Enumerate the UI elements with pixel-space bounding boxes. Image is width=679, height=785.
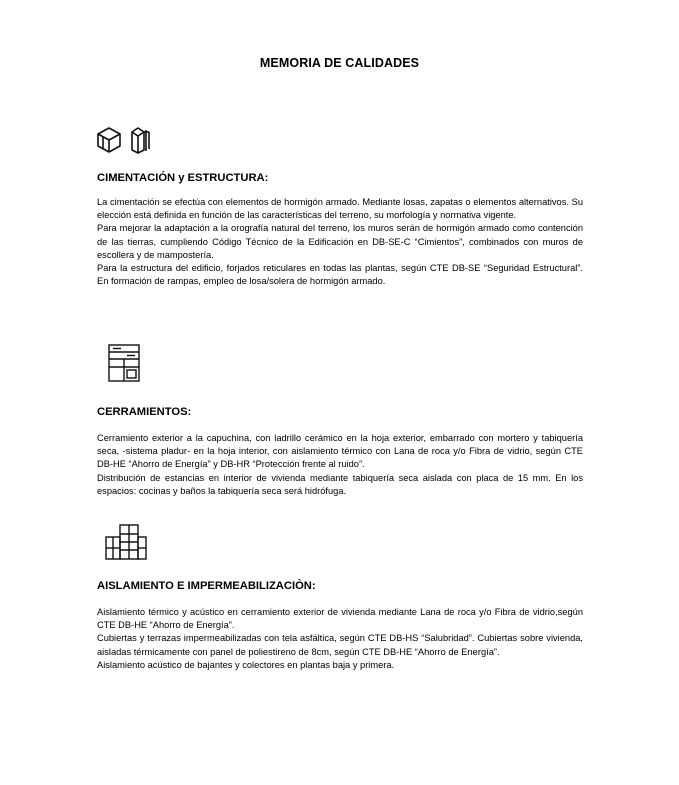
paragraph: Para mejorar la adaptación a la orografía natural del terreno, los muros serán de hormigón armado como contención de las tierras, cumpliendo Código Técnico de la Edificación en DB-SE-C “Cimientos”, combinados con muros de escollera y de mampostería. — [97, 223, 583, 260]
paragraph: Distribución de estancias en interior de vivienda mediante tabiquería seca aislada con placa de 15 mm. En los espacios: cocinas y baños la tabiquería seca será hidrófuga. — [97, 472, 583, 496]
paragraph: Cubiertas y terrazas impermeabilizadas con tela asfáltica, según CTE DB-HS “Salubridad”. Cubiertas sobre vivienda, aisladas térmicamente con panel de poliestireno de 8cm, según CTE DB-HE “Ahorro de Energía”. — [97, 633, 583, 657]
paragraph: La cimentación se efectúa con elementos de hormigón armado. Mediante losas, zapatas o elementos alternativos. Su elección está definida en función de las características del terreno, su morfología y normativa vigente. — [97, 197, 583, 221]
paragraph: Cerramiento exterior a la capuchina, con ladrillo cerámico en la hoja exterior, embarrado con mortero y tabiquería seca, -sistema pladur- en la hoja interior, con aislamiento térmico con Lana de roca y/o Fibra de vidrio, según CTE DB-HE “Ahorro de Energía” y DB-HR “Protección frente al ruido”. — [97, 433, 583, 470]
insulation-blocks-icon — [104, 523, 148, 561]
section-body-cimentacion — [97, 196, 583, 288]
section-body-aislamiento — [97, 606, 583, 672]
wall-section-icon — [107, 343, 141, 383]
foundation-structure-icon — [96, 124, 158, 154]
section-heading-aislamiento: AISLAMIENTO E IMPERMEABILIZACIÒN: — [97, 580, 316, 592]
paragraph: Para la estructura del edificio, forjados reticulares en todas las plantas, según CTE DB-SE “Seguridad Estructural”. En formación de rampas, empleo de losa/solera de hormigón armado. — [97, 263, 583, 287]
section-heading-cimentacion: CIMENTACIÓN y ESTRUCTURA: — [97, 172, 269, 184]
section-body-cerramientos — [97, 432, 583, 498]
paragraph: Aislamiento térmico y acústico en cerramiento exterior de vivienda mediante Lana de roca y/o Fibra de vidrio,según CTE DB-HE “Ahorro de Energía”. — [97, 607, 583, 631]
section-heading-cerramientos: CERRAMIENTOS: — [97, 406, 192, 418]
page-title: MEMORIA DE CALIDADES — [259, 56, 420, 70]
paragraph: Aislamiento acústico de bajantes y colectores en plantas baja y primera. — [97, 659, 395, 670]
